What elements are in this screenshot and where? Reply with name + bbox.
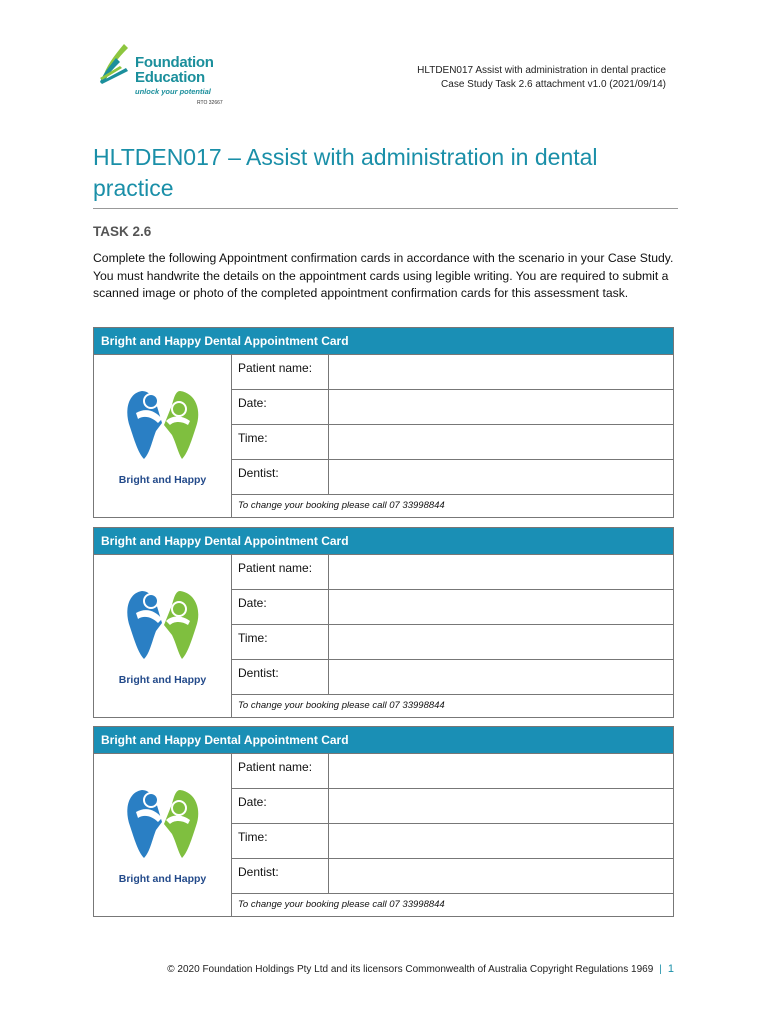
field-label: Dentist:: [232, 660, 329, 694]
field-input[interactable]: [329, 590, 673, 624]
page-footer: [167, 963, 674, 975]
field-input[interactable]: [329, 625, 673, 659]
field-row-date: [232, 789, 673, 824]
document-header-line1: HLTDEN017 Assist with administration in dental practice: [417, 65, 666, 76]
field-input[interactable]: [329, 789, 673, 823]
field-label: Date:: [232, 390, 329, 424]
field-label: Date:: [232, 789, 329, 823]
card-brand-name: Bright and Happy: [118, 474, 207, 486]
booking-note: To change your booking please call 07 33998844: [238, 899, 445, 910]
field-row-patient-name: [232, 355, 673, 390]
field-label: Dentist:: [232, 460, 329, 494]
document-header-line2: Case Study Task 2.6 attachment v1.0 (2021/09/14): [441, 79, 666, 90]
tooth-logo-icon: [122, 583, 204, 665]
booking-note: To change your booking please call 07 33998844: [238, 700, 445, 711]
quill-icon: [96, 42, 136, 86]
document-header: [417, 64, 666, 92]
card-fields: [232, 754, 673, 916]
card-header: Bright and Happy Dental Appointment Card: [94, 528, 673, 555]
field-row-date: [232, 590, 673, 625]
logo-line2: Education: [135, 69, 205, 86]
card-header: Bright and Happy Dental Appointment Card: [94, 727, 673, 754]
field-row-patient-name: [232, 555, 673, 590]
card-logo: [94, 355, 232, 517]
field-label: Patient name:: [232, 555, 329, 589]
title-divider: [93, 208, 678, 209]
logo-tagline: unlock your potential: [135, 87, 211, 96]
copyright-text: © 2020 Foundation Holdings Pty Ltd and its licensors Commonwealth of Australia Copyright Regulations 1969: [167, 964, 654, 975]
field-row-patient-name: [232, 754, 673, 789]
field-row-date: [232, 390, 673, 425]
field-label: Dentist:: [232, 859, 329, 893]
page-number: 1: [667, 963, 674, 975]
tooth-logo-icon: [122, 782, 204, 864]
appointment-card: [93, 327, 674, 518]
field-input[interactable]: [329, 824, 673, 858]
field-row-time: [232, 625, 673, 660]
field-input[interactable]: [329, 754, 673, 788]
field-input[interactable]: [329, 859, 673, 893]
task-heading: TASK 2.6: [93, 224, 152, 239]
tooth-logo-icon: [122, 383, 204, 465]
card-logo: [94, 754, 232, 916]
appointment-card: [93, 527, 674, 718]
field-label: Patient name:: [232, 355, 329, 389]
card-fields: [232, 555, 673, 717]
field-label: Time:: [232, 425, 329, 459]
field-label: Time:: [232, 625, 329, 659]
field-label: Patient name:: [232, 754, 329, 788]
field-input[interactable]: [329, 355, 673, 389]
field-input[interactable]: [329, 390, 673, 424]
field-input[interactable]: [329, 425, 673, 459]
field-label: Time:: [232, 824, 329, 858]
field-input[interactable]: [329, 660, 673, 694]
task-instructions: Complete the following Appointment confirmation cards in accordance with the scenario in your Case Study. You must handwrite the details on the appointment cards using legible writing. You are required to submit a scanned image or photo of the completed appointment confirmation cards for this assessment task.: [93, 251, 674, 300]
field-row-dentist: [232, 660, 673, 695]
field-input[interactable]: [329, 555, 673, 589]
foundation-education-logo: [96, 42, 236, 112]
field-input[interactable]: [329, 460, 673, 494]
field-row-dentist: [232, 460, 673, 495]
field-label: Date:: [232, 590, 329, 624]
logo-rto: RTO 32667: [197, 100, 223, 106]
logo-line1: Foundation: [135, 54, 214, 71]
field-row-time: [232, 425, 673, 460]
card-fields: [232, 355, 673, 517]
appointment-card: [93, 726, 674, 917]
field-row-time: [232, 824, 673, 859]
page-title: HLTDEN017 – Assist with administration in dental practice: [93, 144, 598, 201]
booking-note: To change your booking please call 07 33998844: [238, 500, 445, 511]
card-logo: [94, 555, 232, 717]
card-brand-name: Bright and Happy: [118, 873, 207, 885]
footer-separator: |: [659, 964, 662, 975]
card-brand-name: Bright and Happy: [118, 674, 207, 686]
field-row-dentist: [232, 859, 673, 894]
card-header: Bright and Happy Dental Appointment Card: [94, 328, 673, 355]
